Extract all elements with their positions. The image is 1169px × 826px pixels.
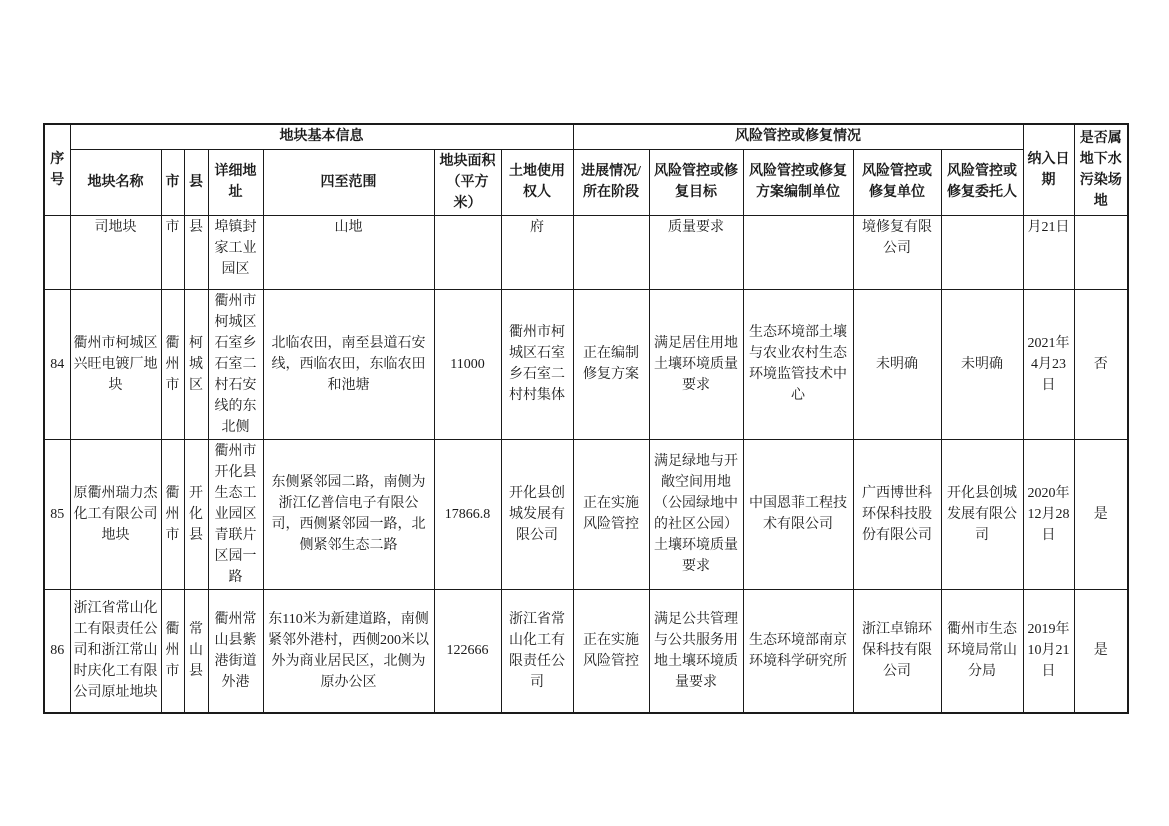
header-client: 风险管控或修复委托人 [941,149,1023,215]
cell-client: 衢州市生态环境局常山分局 [941,589,1023,713]
cell-address: 衢州市开化县生态工业园区青联片区园一路 [208,439,263,589]
table-row [44,289,1128,439]
cell-name: 原衢州瑞力杰化工有限公司地块 [70,439,161,589]
cell-repair-unit: 广西博世科环保科技股份有限公司 [853,439,941,589]
cell-county: 开化县 [184,439,208,589]
cell-name: 司地块 [70,215,161,289]
cell-area [434,215,501,289]
cell-seq: 84 [44,289,70,439]
cell-date: 2020年12月28日 [1023,439,1074,589]
cell-area: 122666 [434,589,501,713]
cell-groundwater: 是 [1074,589,1128,713]
cell-progress: 正在编制修复方案 [573,289,649,439]
cell-repair-unit: 未明确 [853,289,941,439]
cell-target: 满足居住用地土壤环境质量要求 [649,289,743,439]
cell-city: 衢州市 [161,439,184,589]
cell-progress: 正在实施风险管控 [573,439,649,589]
cell-boundary: 东侧紧邻园二路，南侧为浙江亿普信电子有限公司，西侧紧邻园一路，北侧紧邻生态二路 [263,439,434,589]
header-group-risk: 风险管控或修复情况 [573,124,1023,149]
cell-repair-unit: 浙江卓锦环保科技有限公司 [853,589,941,713]
cell-client: 未明确 [941,289,1023,439]
cell-target: 质量要求 [649,215,743,289]
header-progress: 进展情况/所在阶段 [573,149,649,215]
cell-plan-unit: 中国恩菲工程技术有限公司 [743,439,853,589]
cell-repair-unit: 境修复有限公司 [853,215,941,289]
header-area: 地块面积（平方米） [434,149,501,215]
cell-name: 浙江省常山化工有限责任公司和浙江常山时庆化工有限公司原址地块 [70,589,161,713]
table-row [44,589,1128,713]
cell-plan-unit: 生态环境部南京环境科学研究所 [743,589,853,713]
cell-land-user: 浙江省常山化工有限责任公司 [501,589,573,713]
cell-date: 2021年4月23日 [1023,289,1074,439]
cell-seq: 85 [44,439,70,589]
header-repair-unit: 风险管控或修复单位 [853,149,941,215]
cell-seq: 86 [44,589,70,713]
header-land-user: 土地使用权人 [501,149,573,215]
table-row-continuation [44,215,1128,289]
cell-target: 满足公共管理与公共服务用地土壤环境质量要求 [649,589,743,713]
cell-city: 衢州市 [161,589,184,713]
cell-name: 衢州市柯城区兴旺电镀厂地块 [70,289,161,439]
header-group-basic: 地块基本信息 [70,124,573,149]
cell-county: 柯城区 [184,289,208,439]
cell-area: 11000 [434,289,501,439]
cell-plan-unit: 生态环境部土壤与农业农村生态环境监管技术中心 [743,289,853,439]
header-row [44,149,1128,215]
cell-address: 衢州市柯城区石室乡石室二村石安线的东北侧 [208,289,263,439]
land-parcel-table [43,123,1129,714]
cell-county: 县 [184,215,208,289]
cell-boundary: 东110米为新建道路，南侧紧邻外港村，西侧200米以外为商业居民区，北侧为原办公区 [263,589,434,713]
cell-address: 衢州常山县紫港街道外港 [208,589,263,713]
header-plan-unit: 风险管控或修复方案编制单位 [743,149,853,215]
header-county: 县 [184,149,208,215]
cell-land-user: 开化县创城发展有限公司 [501,439,573,589]
header-boundary: 四至范围 [263,149,434,215]
header-groundwater: 是否属地下水污染场地 [1074,124,1128,215]
header-target: 风险管控或修复目标 [649,149,743,215]
cell-city: 衢州市 [161,289,184,439]
cell-progress [573,215,649,289]
cell-groundwater [1074,215,1128,289]
cell-seq [44,215,70,289]
cell-land-user: 衢州市柯城区石室乡石室二村村集体 [501,289,573,439]
cell-date: 月21日 [1023,215,1074,289]
cell-progress: 正在实施风险管控 [573,589,649,713]
cell-boundary: 山地 [263,215,434,289]
header-seq: 序号 [44,124,70,215]
header-date: 纳入日期 [1023,124,1074,215]
header-name: 地块名称 [70,149,161,215]
table-row [44,439,1128,589]
cell-boundary: 北临农田，南至县道石安线，西临农田，东临农田和池塘 [263,289,434,439]
cell-county: 常山县 [184,589,208,713]
cell-date: 2019年10月21日 [1023,589,1074,713]
cell-address: 埠镇封家工业园区 [208,215,263,289]
cell-groundwater: 否 [1074,289,1128,439]
cell-area: 17866.8 [434,439,501,589]
cell-land-user: 府 [501,215,573,289]
cell-plan-unit [743,215,853,289]
header-city: 市 [161,149,184,215]
cell-client [941,215,1023,289]
cell-target: 满足绿地与开敞空间用地（公园绿地中的社区公园）土壤环境质量要求 [649,439,743,589]
cell-client: 开化县创城发展有限公司 [941,439,1023,589]
header-address: 详细地址 [208,149,263,215]
cell-city: 市 [161,215,184,289]
cell-groundwater: 是 [1074,439,1128,589]
header-group-row [44,124,1128,149]
